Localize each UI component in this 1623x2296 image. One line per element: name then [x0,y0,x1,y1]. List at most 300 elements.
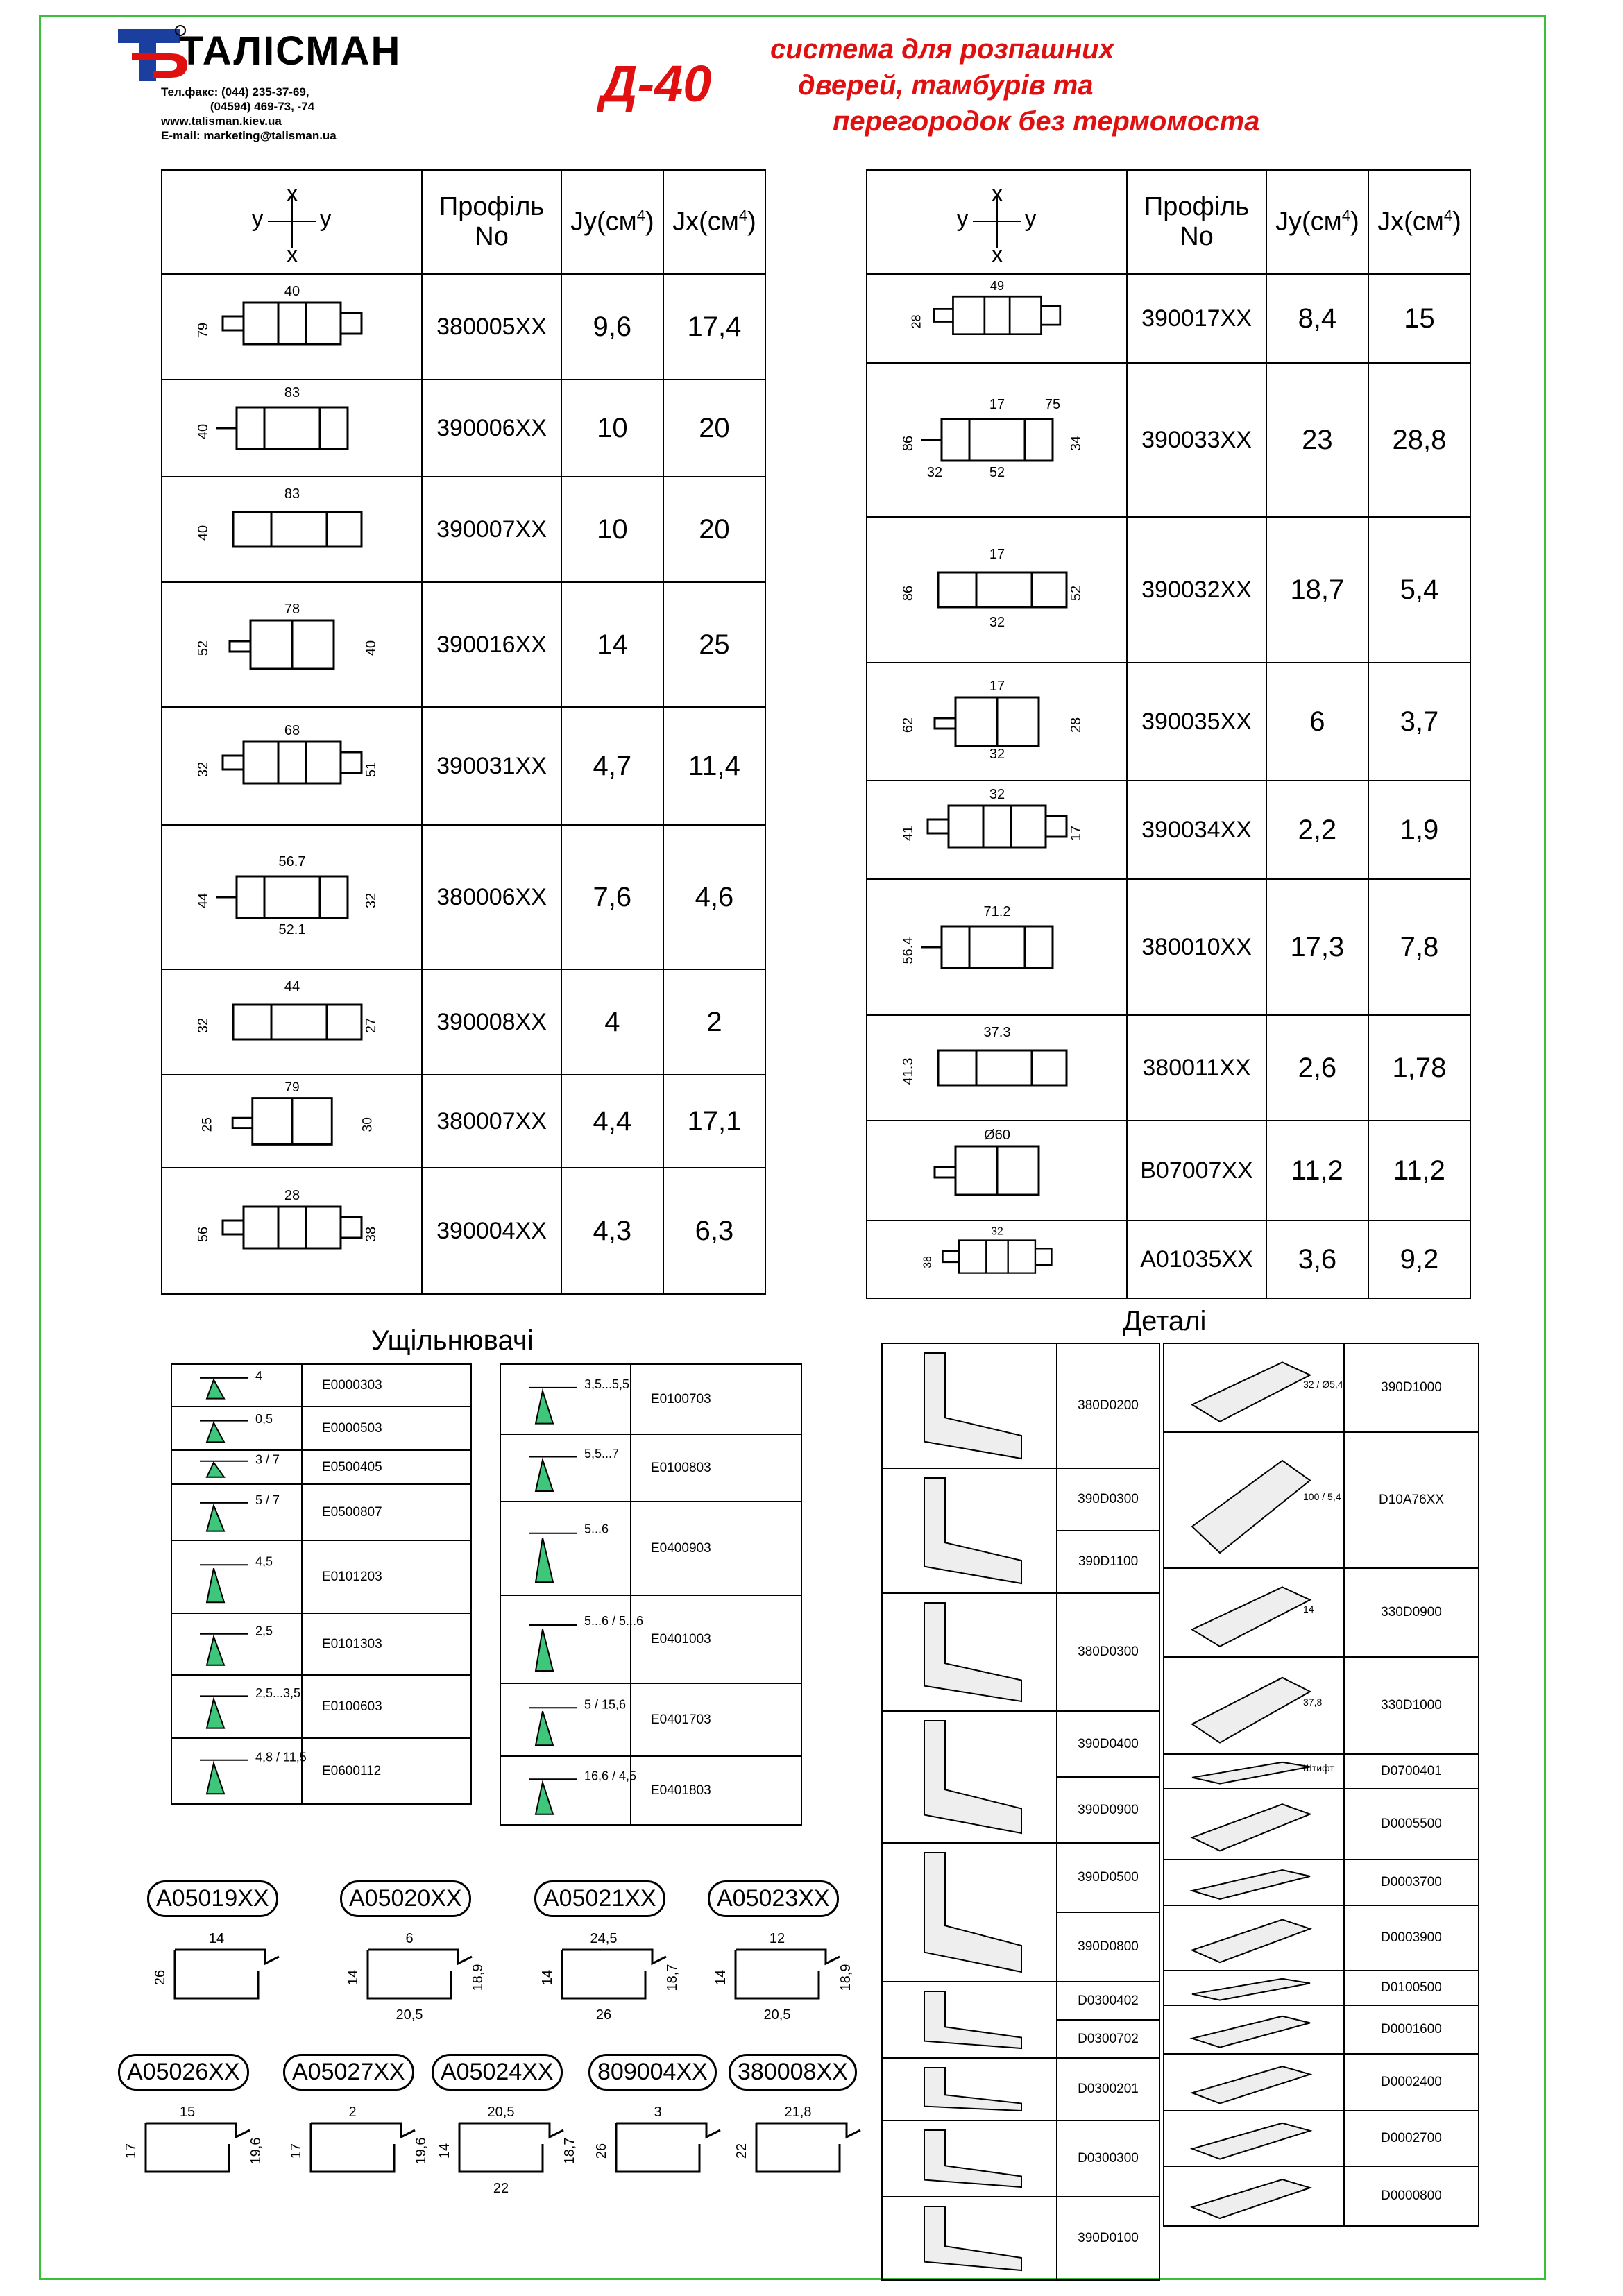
detail-code: 390D0500 [1057,1843,1159,1912]
detail-part-drawing [883,1714,1049,1840]
detail-row [882,1843,1159,1912]
seal-row [171,1738,471,1804]
profile-section-drawing [893,278,1101,359]
small-profile-drawing [588,2095,741,2234]
detail-row [1164,1432,1479,1568]
dimension-label: 27 [363,1017,379,1034]
small-profile-code: A05023XX [708,1880,839,1917]
dimension-label: 83 [284,385,300,400]
seal-profile-drawing [501,1684,626,1752]
dimension-label: 32 [195,761,211,778]
jx-value: 3,7 [1368,663,1470,781]
dimension-label: 25 [200,1117,215,1132]
detail-part-drawing [1164,1570,1338,1655]
detail-code: 390D0300 [1057,1468,1159,1531]
detail-part-drawing [883,1471,1049,1590]
detail-code: D0002700 [1344,2111,1479,2166]
profile-drawing-cell [867,274,1127,363]
detail-row [1164,1343,1479,1432]
contacts [161,85,337,143]
detail-part-drawing [883,2200,1049,2277]
dimension-label: 26 [595,2007,612,2023]
detail-drawing-cell [1164,1754,1344,1789]
dimension-label: 32 [989,787,1005,802]
dimension-label: 41 [900,825,916,842]
profile-number: A01035XX [1127,1221,1266,1298]
brand-name: ТАЛІСМАН [179,28,402,74]
dimension-label: 30 [360,1117,375,1132]
profile-drawing-cell [162,477,422,582]
dimension-label: 32 [989,615,1005,630]
profile-drawing-cell [162,1168,422,1294]
profile-section-drawing [188,383,396,473]
small-profile-code: 380008XX [729,2054,857,2091]
detail-code: 390D1000 [1344,1343,1479,1432]
jy-header: $Jy(см^4)$ [561,170,663,274]
details-left-table [881,1343,1160,2281]
profile-drawing-cell [867,363,1127,517]
detail-drawing-cell [1164,1568,1344,1657]
jx-value: 1,78 [1368,1015,1470,1121]
dimension-label: 14 [437,2143,452,2159]
jx-value: 11,2 [1368,1121,1470,1221]
profile-number: 390008XX [422,969,561,1075]
profile-drawing-cell [162,380,422,477]
detail-code: 330D1000 [1344,1657,1479,1754]
seal-profile-drawing [501,1757,637,1821]
profile-section-drawing [893,1023,1101,1113]
seal-code: E0101203 [302,1540,471,1613]
detail-drawing-cell [882,1593,1057,1711]
jx-value: 11,4 [663,707,765,825]
seal-dimension: 5,5...7 [584,1447,620,1461]
dimension-label: 20,5 [396,2007,423,2023]
seal-drawing-cell [171,1406,302,1450]
detail-row [882,2197,1159,2280]
seal-dimension: 4 [255,1369,263,1384]
dimension-label: 49 [989,279,1004,294]
jy-value: 23 [1266,363,1368,517]
axis-cell [867,170,1127,274]
dimension-label: 18,7 [562,2137,577,2165]
dimension-label: 52 [1068,585,1084,602]
profile-section-drawing [188,282,396,372]
dimension-label: 20,5 [487,2104,515,2120]
dimension-label: 3 [654,2104,662,2120]
seal-dimension: 3 / 7 [255,1452,280,1467]
dimension-label: 18,9 [838,1964,853,1991]
detail-part-drawing [1164,1345,1343,1430]
detail-dimension: Штифт [1303,1762,1334,1774]
dimension-label: Ø60 [983,1128,1010,1143]
detail-row [1164,2166,1479,2226]
detail-part-drawing [883,2123,1049,2194]
left-profile-table [161,169,766,1295]
dimension-label: 20,5 [763,2007,791,2023]
seal-row [171,1540,471,1613]
seal-dimension: 0,5 [255,1411,273,1426]
dimension-label: 32 [990,1225,1003,1238]
dimension-label: 2 [348,2104,357,2120]
seal-code: E0100603 [302,1675,471,1738]
seal-dimension: 16,6 / 4,5 [584,1769,637,1783]
seal-row [171,1364,471,1406]
dimension-label: 22 [734,2143,749,2159]
jy-value: 2,2 [1266,781,1368,879]
detail-row [1164,2054,1479,2111]
detail-code: D0005500 [1344,1789,1479,1860]
seal-dimension: 5...6 [584,1522,609,1536]
profile-section-drawing [188,977,396,1067]
jx-value: 6,3 [663,1168,765,1294]
detail-part-drawing [1164,1791,1338,1857]
seal-drawing-cell [171,1738,307,1804]
dimension-label: 18,9 [470,1964,486,1991]
detail-dimension: 14 [1303,1604,1314,1615]
profile-drawing-cell [162,274,422,380]
seal-row [171,1406,471,1450]
seal-drawing-cell [171,1364,302,1406]
profile-drawing-cell [162,969,422,1075]
jx-value: 7,8 [1368,879,1470,1015]
dimension-label: 86 [900,435,916,452]
profile-row [162,825,765,969]
detail-row [1164,1789,1479,1860]
jx-value: 28,8 [1368,363,1470,517]
detail-part-drawing [1164,2113,1338,2164]
dimension-label: 52.1 [278,922,306,937]
profile-section-drawing [893,1224,1101,1295]
jx-value: 9,2 [1368,1221,1470,1298]
small-profile-drawing [534,1922,687,2061]
dimension-label: 32 [363,892,379,909]
detail-part-drawing [1164,1659,1338,1752]
profile-row [162,380,765,477]
seal-profile-drawing [172,1365,297,1402]
seal-code: E0000503 [302,1406,471,1450]
website-link[interactable]: www.talisman.kiev.ua [161,114,282,128]
profile-number: 390017XX [1127,274,1266,363]
detail-drawing-cell [882,1711,1057,1843]
profile-drawing-cell [867,781,1127,879]
seal-profile-drawing [172,1614,297,1671]
profile-number: 380006XX [422,825,561,969]
profile-row [867,1121,1470,1221]
detail-dimension: 100 / 5,4 [1303,1491,1341,1502]
profile-row [867,663,1470,781]
jx-value: 4,6 [663,825,765,969]
seal-profile-drawing [501,1596,644,1679]
profile-drawing-cell [162,582,422,707]
profile-section-drawing [188,484,396,575]
detail-code: D0002400 [1344,2054,1479,2111]
seal-dimension: 4,5 [255,1554,273,1569]
seal-row [500,1364,801,1434]
dimension-label: 52 [195,640,211,656]
small-profile-drawing [340,1922,493,2061]
detail-row [882,2058,1159,2120]
profile-number: 380010XX [1127,879,1266,1015]
profile-row [867,1015,1470,1121]
profile-section-drawing [188,599,396,690]
dimension-label: 22 [493,2181,509,2196]
jy-value: 11,2 [1266,1121,1368,1221]
detail-part-drawing [883,1346,1049,1465]
jy-value: 4 [561,969,663,1075]
jy-value: 14 [561,582,663,707]
detail-row [1164,2111,1479,2166]
small-profile-drawing [118,2095,271,2234]
jx-header: $Jx(см^4)$ [1368,170,1470,274]
seal-code: E0000303 [302,1364,471,1406]
detail-code: D0300702 [1057,2020,1159,2058]
detail-part-drawing [1164,1973,1338,2003]
small-profile-drawing [708,1922,860,2061]
table-header-row [162,170,765,274]
detail-drawing-cell [882,1343,1057,1468]
detail-drawing-cell [882,2120,1057,2197]
seal-dimension: 2,5...3,5 [255,1686,301,1701]
dimension-label: 34 [1068,435,1084,452]
dimension-label: 56.4 [900,937,916,964]
detail-code: D0003900 [1344,1905,1479,1971]
dimension-label: 14 [208,1931,225,1946]
profile-number: 390032XX [1127,517,1266,663]
dimension-label: 17 [124,2143,139,2159]
phone-line-2: (04594) 469-73, -74 [161,100,315,113]
detail-part-drawing [883,1596,1049,1708]
dimension-label: 28 [284,1188,300,1203]
seal-code: E0401703 [631,1683,801,1756]
profile-row [162,707,765,825]
detail-drawing-cell [1164,1657,1344,1754]
dimension-label: 32 [926,465,942,480]
seal-code: E0600112 [302,1738,471,1804]
detail-drawing-cell [882,2058,1057,2120]
email-link[interactable]: E-mail: marketing@talisman.ua [161,129,337,142]
detail-row [1164,1754,1479,1789]
dimension-label: 40 [195,423,211,440]
jy-value: 3,6 [1266,1221,1368,1298]
jx-header: $Jx(см^4)$ [663,170,765,274]
profile-row [162,274,765,380]
profile-section-drawing [893,902,1101,992]
seal-code: E0400903 [631,1502,801,1595]
seal-profile-drawing [501,1435,626,1497]
profile-row [867,781,1470,879]
small-profile-drawing [283,2095,436,2234]
detail-row [1164,1971,1479,2005]
jy-value: 10 [561,380,663,477]
seal-row [171,1613,471,1675]
profile-number-header: Профіль No [1127,170,1266,274]
dimension-label: 21,8 [784,2104,812,2120]
detail-row [882,1468,1159,1531]
detail-row [1164,1568,1479,1657]
seal-row [171,1450,471,1484]
detail-row [882,1711,1159,1777]
seal-code: E0500807 [302,1484,471,1540]
jy-value: 4,7 [561,707,663,825]
seal-row [500,1756,801,1825]
jx-value: 1,9 [1368,781,1470,879]
profile-number: 380007XX [422,1075,561,1168]
seal-drawing-cell [500,1364,631,1434]
profile-number: 390006XX [422,380,561,477]
dimension-label: 68 [284,723,300,738]
seal-dimension: 5...6 / 5...6 [584,1614,644,1628]
dimension-label: 40 [284,284,300,299]
detail-part-drawing [1164,1862,1338,1903]
profile-number: 390035XX [1127,663,1266,781]
detail-code: 380D0200 [1057,1343,1159,1468]
dimension-label: 44 [195,892,211,909]
profile-number: 390034XX [1127,781,1266,879]
detail-code: 390D1100 [1057,1531,1159,1593]
detail-part-drawing [883,2061,1049,2118]
dimension-label: 18,7 [665,1964,680,1991]
dimension-label: 15 [179,2104,196,2120]
jy-value: 17,3 [1266,879,1368,1015]
jx-value: 17,1 [663,1075,765,1168]
detail-drawing-cell [1164,2005,1344,2054]
detail-code: D0300402 [1057,1982,1159,2020]
seal-drawing-cell [500,1434,631,1502]
detail-drawing-cell [1164,1789,1344,1860]
profile-row [162,477,765,582]
jy-value: 2,6 [1266,1015,1368,1121]
detail-row [882,1982,1159,2020]
detail-drawing-cell [1164,1432,1344,1568]
profile-number: 390033XX [1127,363,1266,517]
detail-drawing-cell [1164,2166,1344,2226]
detail-code: D0001600 [1344,2005,1479,2054]
detail-row [1164,1860,1479,1905]
dimension-label: 32 [989,747,1005,762]
profile-section-drawing [893,545,1101,635]
detail-code: D0300201 [1057,2058,1159,2120]
dimension-label: 12 [769,1931,785,1946]
profile-drawing-cell [867,1015,1127,1121]
dimension-label: 28 [908,314,923,329]
seal-code: E0401803 [631,1756,801,1825]
detail-part-drawing [1164,2056,1338,2109]
jy-value: 18,7 [1266,517,1368,663]
detail-row [882,1343,1159,1468]
seal-row [500,1434,801,1502]
dimension-label: 17 [989,547,1005,562]
detail-code: D0000800 [1344,2166,1479,2226]
seal-dimension: 5 / 7 [255,1493,280,1508]
small-profile-code: A05027XX [283,2054,414,2091]
dimension-label: 26 [153,1969,168,1986]
seal-row [171,1484,471,1540]
detail-code: D0300300 [1057,2120,1159,2197]
seal-row [171,1675,471,1738]
profile-row [162,582,765,707]
dimension-label: 75 [1044,397,1060,412]
right-profile-table [866,169,1471,1299]
dimension-label: 79 [195,322,211,339]
seal-drawing-cell [500,1502,631,1595]
small-profile-code: A05024XX [432,2054,563,2091]
profile-number: B07007XX [1127,1121,1266,1221]
table-header-row [867,170,1470,274]
detail-part-drawing [1164,1756,1338,1787]
seal-row [500,1502,801,1595]
seal-drawing-cell [171,1450,302,1484]
detail-part-drawing [1164,1434,1341,1566]
dimension-label: 51 [363,761,379,778]
profile-row [867,363,1470,517]
details-right-table [1163,1343,1479,2227]
detail-code: 380D0300 [1057,1593,1159,1711]
dimension-label: 17 [989,679,1005,694]
dimension-label: 24,5 [590,1931,618,1946]
detail-part-drawing [1164,2168,1338,2224]
small-profile-code: A05020XX [340,1880,471,1917]
profile-number-header: Профіль No [422,170,561,274]
dimension-label: 79 [284,1080,300,1096]
detail-code: 330D0900 [1344,1568,1479,1657]
dimension-label: 56.7 [278,854,306,869]
detail-code: D0100500 [1344,1971,1479,2005]
axis-cross-icon: x x y y [956,180,1037,268]
seal-profile-drawing [172,1541,297,1609]
profile-row [162,1075,765,1168]
seal-row [500,1683,801,1756]
seal-drawing-cell [500,1756,637,1825]
jy-value: 9,6 [561,274,663,380]
axis-cell [162,170,422,274]
seal-code: E0101303 [302,1613,471,1675]
detail-code: 390D0900 [1057,1777,1159,1843]
detail-code: 390D0400 [1057,1711,1159,1777]
profile-row [867,274,1470,363]
dimension-label: 17 [989,397,1005,412]
detail-row [882,1593,1159,1711]
profile-number: 380005XX [422,274,561,380]
dimension-label: 78 [284,602,300,617]
seal-row [500,1595,801,1683]
phone-line-1: Тел.факс: (044) 235-37-69, [161,85,309,99]
seal-drawing-cell [500,1683,631,1756]
dimension-label: 28 [1068,717,1084,733]
profile-drawing-cell [867,1121,1127,1221]
detail-drawing-cell [1164,1860,1344,1905]
detail-drawing-cell [882,1468,1057,1593]
profile-section-drawing [893,677,1101,767]
profile-drawing-cell [162,825,422,969]
detail-part-drawing [883,1846,1049,1979]
jx-value: 20 [663,380,765,477]
jy-value: 4,4 [561,1075,663,1168]
jy-value: 8,4 [1266,274,1368,363]
detail-part-drawing [1164,1907,1338,1968]
dimension-label: 14 [713,1969,729,1986]
seal-code: E0100703 [631,1364,801,1434]
detail-code: D0700401 [1344,1754,1479,1789]
jx-value: 15 [1368,274,1470,363]
jy-value: 6 [1266,663,1368,781]
dimension-label: 40 [195,525,211,541]
model-title: Д-40 [600,55,712,112]
detail-drawing-cell [1164,2111,1344,2166]
details-title: Деталі [1123,1306,1207,1336]
jx-value: 17,4 [663,274,765,380]
dimension-label: 14 [540,1969,555,1986]
small-profile-drawing [432,2095,584,2234]
